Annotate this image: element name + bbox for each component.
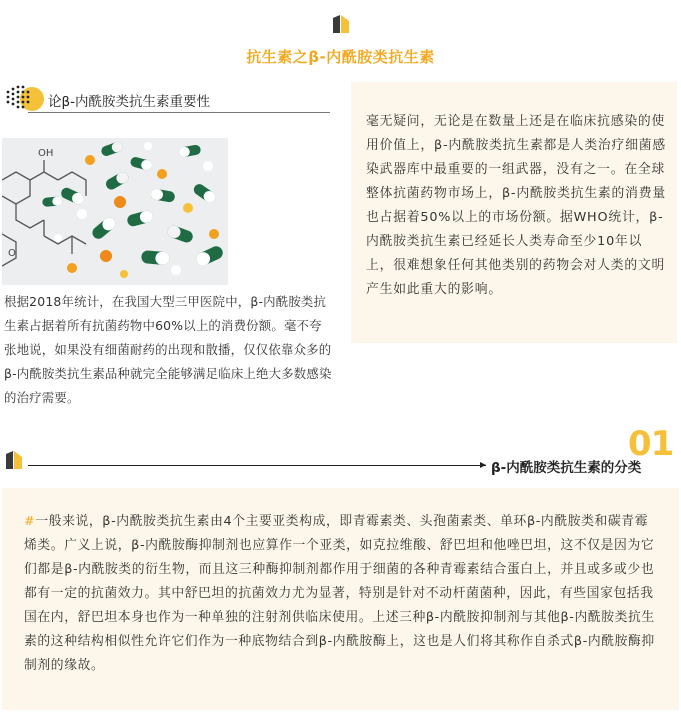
classification-text: 一般来说，β-内酰胺类抗生素由4个主要亚类构成，即青霉素类、头孢菌素类、单环β-内酰胺类和碳青霉烯类。广义上说，β-内酰胺酶抑制剂也应算作一个亚类，如克拉维酸、舒巴坦和他唑巴坦，这不仅是因为它们都是β-内酰胺类的衍生物，而且这三种酶抑制剂都作用于细菌的各种青霉素结合蛋白上，并且或多或少也都有一定的抗菌效力。其中舒巴坦的抗菌效力尤为显著，特别是针对不动杆菌菌种，因此，有些国家包括我国在内，舒巴坦本身也作为一种单独的注射剂供临床使用。上述三种β-内酰胺抑制剂与其他β-内酰胺类抗生素的这种结构相似性允许它们作为一种底物结合到β-内酰胺酶上，这也是人们将其称作自杀式β-内酰胺酶抑制剂的缘故。 xyxy=(24,514,655,673)
section-title-classification: β-内酰胺类抗生素的分类 xyxy=(491,460,642,476)
book-logo-icon xyxy=(4,449,26,471)
chem-label-oh: OH xyxy=(38,148,54,159)
chem-label-o: O xyxy=(8,248,16,259)
classification-paragraph xyxy=(24,510,656,678)
hash-mark: # xyxy=(24,514,36,529)
section-divider xyxy=(28,112,330,113)
importance-paragraph-right: 毫无疑问，无论是在数量上还是在临床抗感染的使用价值上，β-内酰胺类抗生素都是人类治疗细菌感染武器库中最重要的一组武器，没有之一。在全球整体抗菌药物市场上，β-内酰胺类抗生素的消费量也占据着50%以上的市场份额。据WHO统计，β-内酰胺类抗生素已经延长人类寿命至少10年以上，很难想象任何其他类别的药物会对人类的文明产生如此重大的影响。 xyxy=(366,114,666,297)
book-logo-icon xyxy=(331,13,353,35)
dots-decoration-icon xyxy=(4,84,44,114)
pills-image xyxy=(2,138,228,285)
pills-illustration xyxy=(2,138,228,285)
section-title-importance: 论β-内酰胺类抗生素重要性 xyxy=(48,94,210,110)
divider-arrow-icon xyxy=(480,462,486,468)
importance-paragraph-left: 根据2018年统计，在我国大型三甲医院中，β-内酰胺类抗生素占据着所有抗菌药物中60%以上的消费份额。毫不夸张地说，如果没有细菌耐药的出现和散播，仅仅依靠众多的β-内酰胺类抗生素品种就完全能够满足临床上绝大多数感染的治疗需要。 xyxy=(4,294,332,405)
page-title: 抗生素之β-内酰胺类抗生素 xyxy=(246,48,435,66)
section-number: 01 xyxy=(628,424,674,464)
section-divider xyxy=(28,465,486,466)
